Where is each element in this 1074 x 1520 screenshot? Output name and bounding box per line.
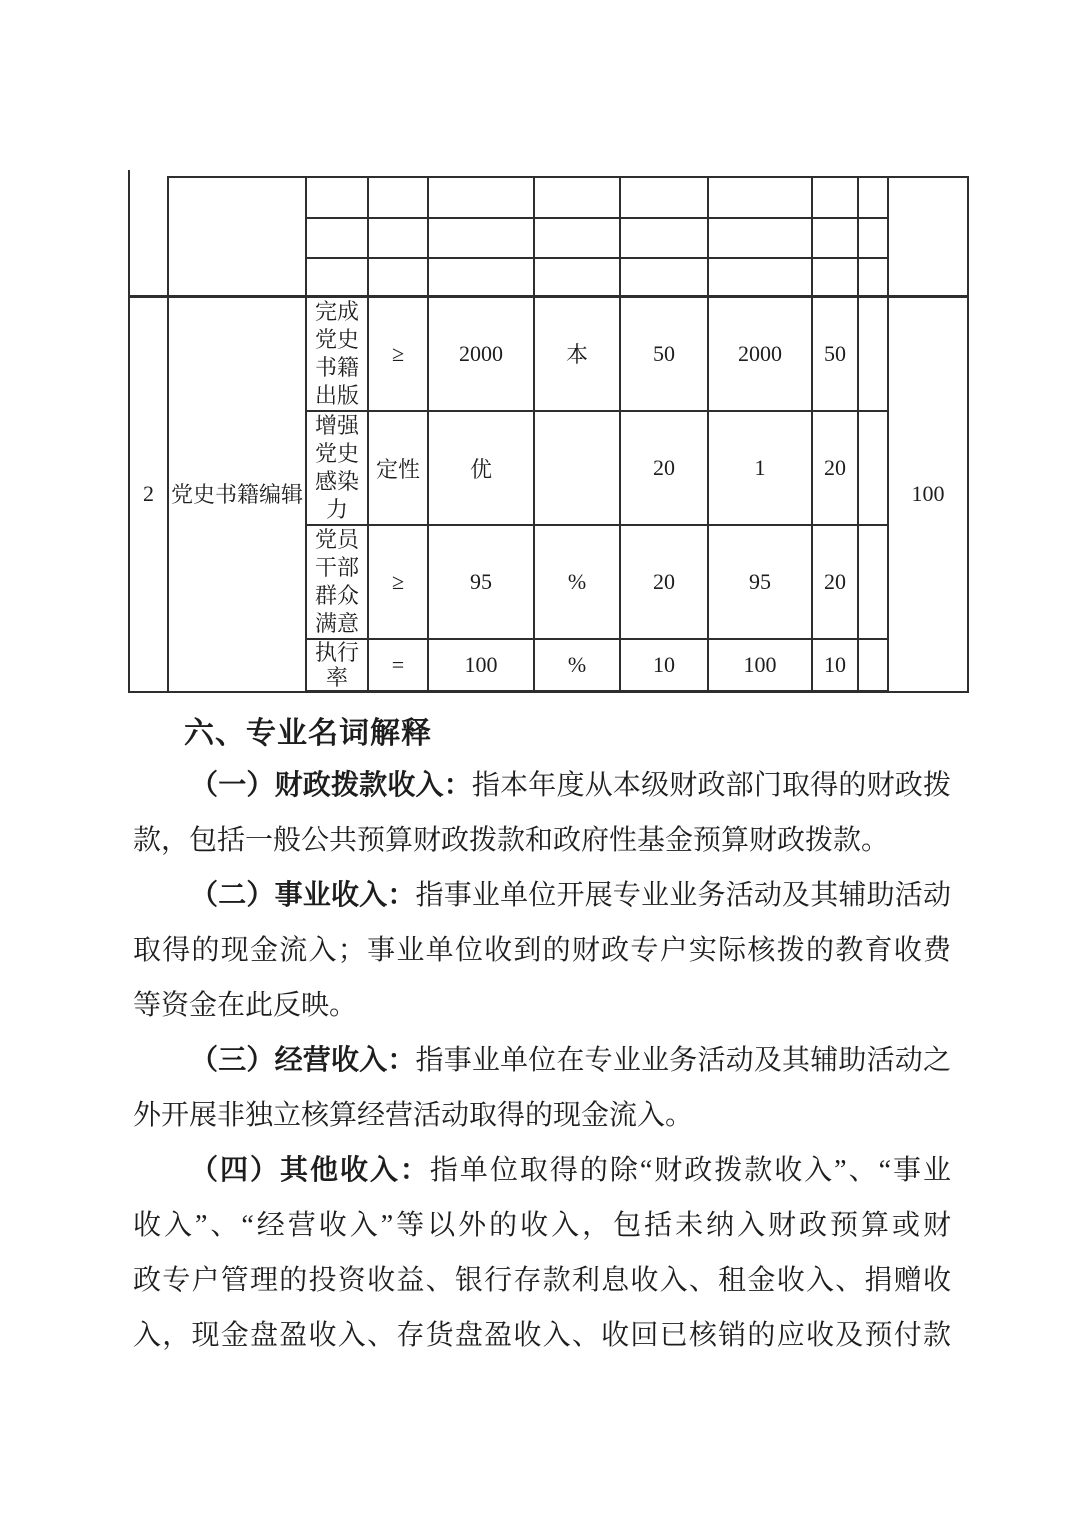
cell-empty (534, 177, 620, 218)
paragraph-line: （四）其他收入：指单位取得的除“财政拨款收入”、“事业 (190, 1155, 951, 1186)
cell-empty (708, 177, 812, 218)
cell-empty (858, 218, 888, 258)
cell-empty (368, 177, 428, 218)
cell-empty (858, 258, 888, 296)
cell-empty (620, 258, 708, 296)
paragraph-line: （一）财政拨款收入：指本年度从本级财政部门取得的财政拨 (190, 770, 951, 801)
cell-spare (858, 296, 888, 411)
cell-unit (534, 411, 620, 525)
cell-actual-value: 100 (708, 639, 812, 692)
cell-spare (858, 639, 888, 692)
cell-empty (428, 218, 534, 258)
cell-target-value: 95 (428, 525, 534, 639)
cell-weight: 50 (620, 296, 708, 411)
cell-unit: % (534, 525, 620, 639)
paragraph-line: 取得的现金流入；事业单位收到的财政专户实际核拨的教育收费 (133, 935, 951, 966)
cell-weight: 10 (620, 639, 708, 692)
cell-empty (428, 258, 534, 296)
paragraph-line: （二）事业收入：指事业单位开展专业业务活动及其辅助活动 (190, 880, 951, 911)
cell-empty (534, 258, 620, 296)
cell-score: 20 (812, 411, 858, 525)
paragraph-line: 入，现金盘盈收入、存货盘盈收入、收回已核销的应收及预付款 (133, 1320, 951, 1351)
cell-empty (306, 218, 368, 258)
cell-empty (306, 177, 368, 218)
cell-target-value: 优 (428, 411, 534, 525)
cell-weight: 20 (620, 411, 708, 525)
cell-serial-continued (129, 177, 168, 296)
paragraph-line: 收入”、“经营收入”等以外的收入，包括未纳入财政预算或财 (133, 1210, 951, 1241)
cell-serial: 2 (129, 296, 168, 692)
cell-empty (368, 218, 428, 258)
section-heading: 六、专业名词解释 (184, 717, 432, 750)
cell-actual-value: 2000 (708, 296, 812, 411)
cell-comparator: ≥ (368, 525, 428, 639)
cell-score: 50 (812, 296, 858, 411)
terms-section (133, 710, 951, 1363)
cell-weight: 20 (620, 525, 708, 639)
cell-empty (858, 177, 888, 218)
paragraph-line: 等资金在此反映。 (133, 990, 358, 1021)
cell-indicator: 党员干部群众满意 (306, 525, 368, 639)
cell-comparator: 定性 (368, 411, 428, 525)
cell-empty (306, 258, 368, 296)
paragraph-line: （三）经营收入：指事业单位在专业业务活动及其辅助活动之 (190, 1045, 951, 1076)
cell-empty (812, 258, 858, 296)
cell-target-value: 2000 (428, 296, 534, 411)
cell-indicator: 增强党史感染力 (306, 411, 368, 525)
cell-empty (708, 258, 812, 296)
cell-spare (858, 525, 888, 639)
cell-empty (534, 218, 620, 258)
cell-target-value: 100 (428, 639, 534, 692)
table-row (129, 296, 968, 411)
paragraph (133, 758, 951, 868)
term-label: （四）其他收入： (190, 1155, 430, 1186)
cell-score: 20 (812, 525, 858, 639)
term-label: （三）经营收入： (190, 1045, 416, 1076)
cell-empty (428, 177, 534, 218)
term-label: （一）财政拨款收入： (190, 770, 472, 801)
cell-score: 10 (812, 639, 858, 692)
cell-unit: % (534, 639, 620, 692)
terms-paragraphs (133, 758, 951, 1363)
cell-indicator: 完成党史书籍出版 (306, 296, 368, 411)
paragraph-line: 外开展非独立核算经营活动取得的现金流入。 (133, 1100, 694, 1131)
cell-empty (620, 218, 708, 258)
cell-indicator: 执行率 (306, 639, 368, 692)
cell-actual-value: 95 (708, 525, 812, 639)
cell-empty (620, 177, 708, 218)
cell-total-score: 100 (888, 296, 968, 692)
paragraph (133, 868, 951, 1033)
paragraph (133, 1033, 951, 1143)
cell-project-continued (168, 177, 306, 296)
cell-actual-value: 1 (708, 411, 812, 525)
cell-empty (708, 218, 812, 258)
paragraph-line: 款，包括一般公共预算财政拨款和政府性基金预算财政拨款。 (133, 825, 890, 856)
performance-table (128, 176, 969, 693)
cell-empty (368, 258, 428, 296)
term-label: （二）事业收入： (190, 880, 416, 911)
cell-empty (812, 218, 858, 258)
table-row (129, 177, 968, 218)
cell-unit: 本 (534, 296, 620, 411)
paragraph (133, 1143, 951, 1363)
cell-total-continued (888, 177, 968, 296)
paragraph-line: 政专户管理的投资收益、银行存款利息收入、租金收入、捐赠收 (133, 1265, 951, 1296)
cell-comparator: ≥ (368, 296, 428, 411)
cell-project: 党史书籍编辑 (168, 296, 306, 692)
cell-empty (812, 177, 858, 218)
cell-spare (858, 411, 888, 525)
cell-comparator: = (368, 639, 428, 692)
